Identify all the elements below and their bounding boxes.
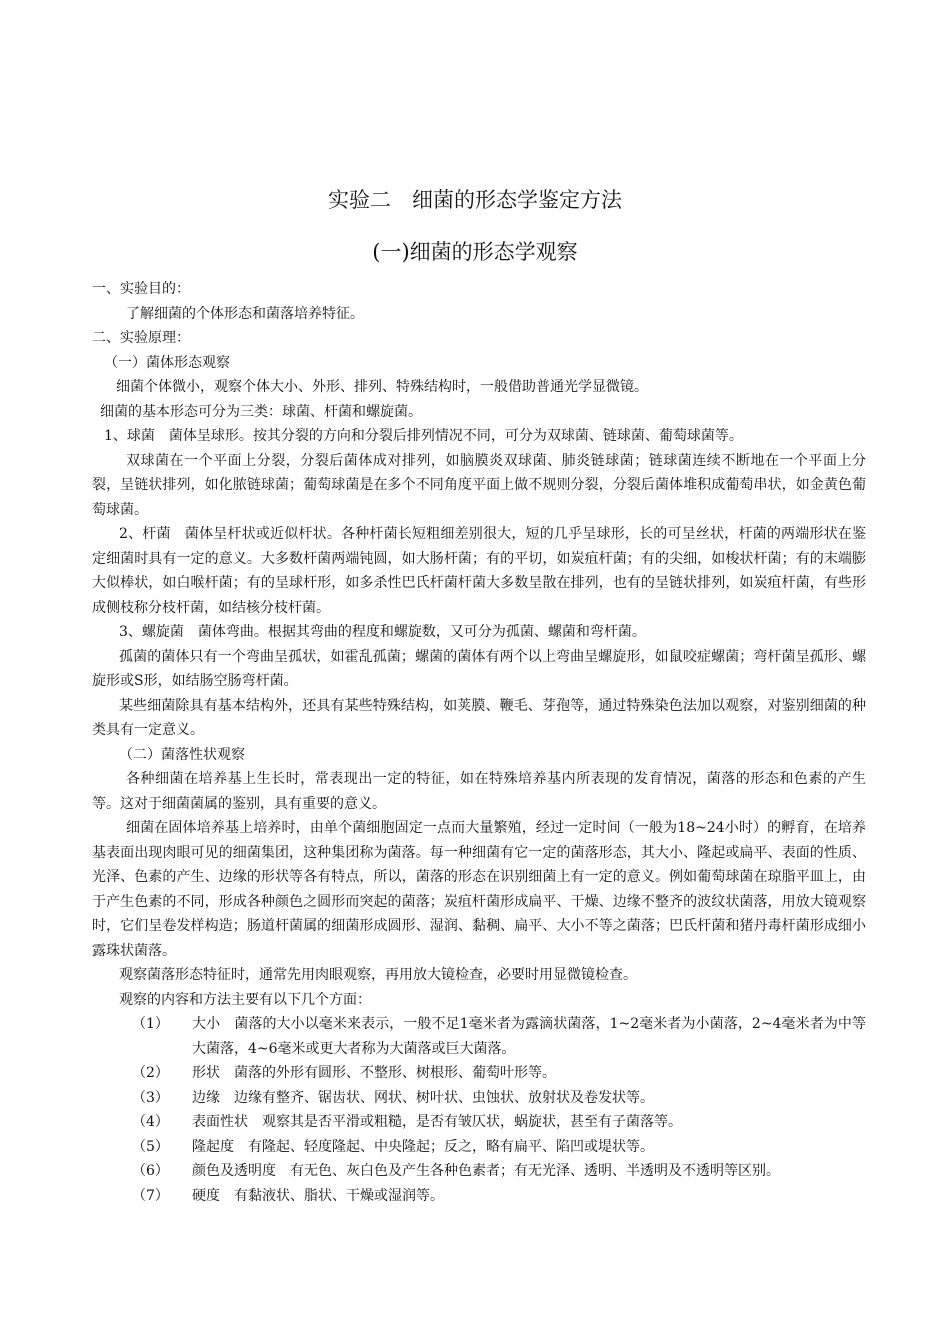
paragraph: 观察的内容和方法主要有以下几个方面： (119, 991, 371, 1008)
list-item (92, 1135, 866, 1160)
list-text: 形状 菌落的外形有圆形、不整形、树根形、葡萄叶形等。 (192, 1065, 556, 1081)
paragraph: 细菌个体微小，观察个体大小、外形、排列、特殊结构时，一般借助普通光学显微镜。 (116, 379, 648, 395)
section-heading-purpose: 一、实验目的： (92, 281, 190, 297)
subsection-heading: （二）菌落性状观察 (119, 746, 245, 763)
list-number: （4） (132, 1114, 169, 1130)
list-item (92, 1061, 866, 1086)
list-text: 隆起度 有隆起、轻度隆起、中央隆起；反之，略有扁平、陷凹或堤状等。 (192, 1138, 654, 1155)
document-subtitle: (一)细菌的形态学观察 (372, 240, 578, 264)
list-item (92, 1012, 866, 1061)
list-text: 表面性状 观察其是否平滑或粗糙，是否有皱仄状，蜗旋状，甚至有子菌落等。 (192, 1114, 682, 1130)
paragraph: 观察菌落形态特征时，通常先用肉眼观察，再用放大镜检查，必要时用显微镜检查。 (119, 967, 637, 983)
document-title: 实验二 细菌的形态学鉴定方法 (328, 188, 622, 212)
list-text: 大小 菌落的大小以毫米来表示，一般不足1毫米者为露滴状菌落，1~2毫米者为小菌落，2~4毫米者为中等大菌落，4~6毫米或更大者称为大菌落或巨大菌落。 (192, 1016, 866, 1057)
subsection-heading: （一）菌体形态观察 (104, 354, 230, 371)
list-item (92, 1086, 866, 1111)
list-text: 硬度 有黏液状、脂状、干燥或湿润等。 (192, 1187, 444, 1204)
paragraph: 3、螺旋菌 菌体弯曲。根据其弯曲的程度和螺旋数，又可分为孤菌、螺菌和弯杆菌。 (119, 624, 646, 640)
paragraph: 了解细菌的个体形态和菌落培养特征。 (126, 305, 364, 322)
paragraph: 孤菌的菌体只有一个弯曲呈孤状，如霍乱孤菌；螺菌的菌体有两个以上弯曲呈螺旋形，如鼠咬症螺菌；弯杆菌呈孤形、螺旋形或S形，如结肠空肠弯杆菌。 (92, 648, 866, 689)
paragraph: 细菌在固体培养基上培养时，由单个菌细胞固定一点而大量繁殖，经过一定时间（一般为18~24小时）的孵育，在培养基表面出现肉眼可见的细菌集团，这种集团称为菌落。每一种细菌有它一定的菌落形态，其大小、隆起或扁平、表面的性质、光泽、色素的产生、边缘的形状等各有特点，所以，菌落的形态在识别细菌上有一定的意义。例如葡萄球菌在琼脂平皿上，由于产生色素的不同，形成各种颜色之圆形而突起的菌落；炭疽杆菌形成扁平、干燥、边缘不整齐的波纹状菌落，用放大镜观察时，它们呈卷发样构造；肠道杆菌属的细菌形成圆形、湿润、黏稠、扁平、大小不等之菌落；巴氏杆菌和猪丹毒杆菌形成细小露珠状菌落。 (92, 820, 866, 959)
list-number: （7） (132, 1187, 169, 1204)
paragraph: 双球菌在一个平面上分裂，分裂后菌体成对排列，如脑膜炎双球菌、肺炎链球菌；链球菌连续不断地在一个平面上分裂，呈链状排列，如化脓链球菌；葡萄球菌是在多个不同角度平面上做不规则分裂，分裂后菌体堆积成葡萄串状，如金黄色葡萄球菌。 (92, 452, 866, 518)
list-number: （1） (132, 1016, 169, 1032)
paragraph: 1、球菌 菌体呈球形。按其分裂的方向和分裂后排列情况不同，可分为双球菌、链球菌、葡萄球菌等。 (104, 428, 743, 444)
list-number: （3） (132, 1089, 169, 1106)
paragraph: 某些细菌除具有基本结构外，还具有某些特殊结构，如荚膜、鞭毛、芽孢等，通过特殊染色法加以观察，对鉴别细菌的种类具有一定意义。 (92, 697, 866, 738)
list-item (92, 1159, 866, 1184)
paragraph: 各种细菌在培养基上生长时，常表现出一定的特征，如在特殊培养基内所表现的发育情况，菌落的形态和色素的产生等。这对于细菌菌属的鉴别，具有重要的意义。 (92, 771, 866, 812)
list-item (92, 1110, 866, 1135)
paragraph: 细菌的基本形态可分为三类：球菌、杆菌和螺旋菌。 (100, 403, 422, 420)
section-heading-principle: 二、实验原理： (92, 330, 190, 346)
list-item (92, 1184, 866, 1209)
list-text: 边缘 边缘有整齐、锯齿状、网状、树叶状、虫蚀状、放射状及卷发状等。 (192, 1089, 654, 1106)
list-number: （6） (132, 1163, 169, 1179)
list-number: （5） (132, 1138, 169, 1155)
document-body (92, 277, 866, 1208)
list-number: （2） (132, 1065, 169, 1081)
paragraph: 2、杆菌 菌体呈杆状或近似杆状。各种杆菌长短粗细差别很大，短的几乎呈球形，长的可呈丝状，杆菌的两端形状在鉴定细菌时具有一定的意义。大多数杆菌两端钝圆，如大肠杆菌；有的平切，如炭疽杆菌；有的尖细，如梭状杆菌；有的末端膨大似棒状，如白喉杆菌；有的呈球杆形，如多杀性巴氏杆菌杆菌大多数呈散在排列，也有的呈链状排列，如炭疽杆菌，有些形成侧枝称分枝杆菌，如结核分枝杆菌。 (92, 526, 866, 616)
list-text: 颜色及透明度 有无色、灰白色及产生各种色素者；有无光泽、透明、半透明及不透明等区别。 (192, 1163, 780, 1179)
